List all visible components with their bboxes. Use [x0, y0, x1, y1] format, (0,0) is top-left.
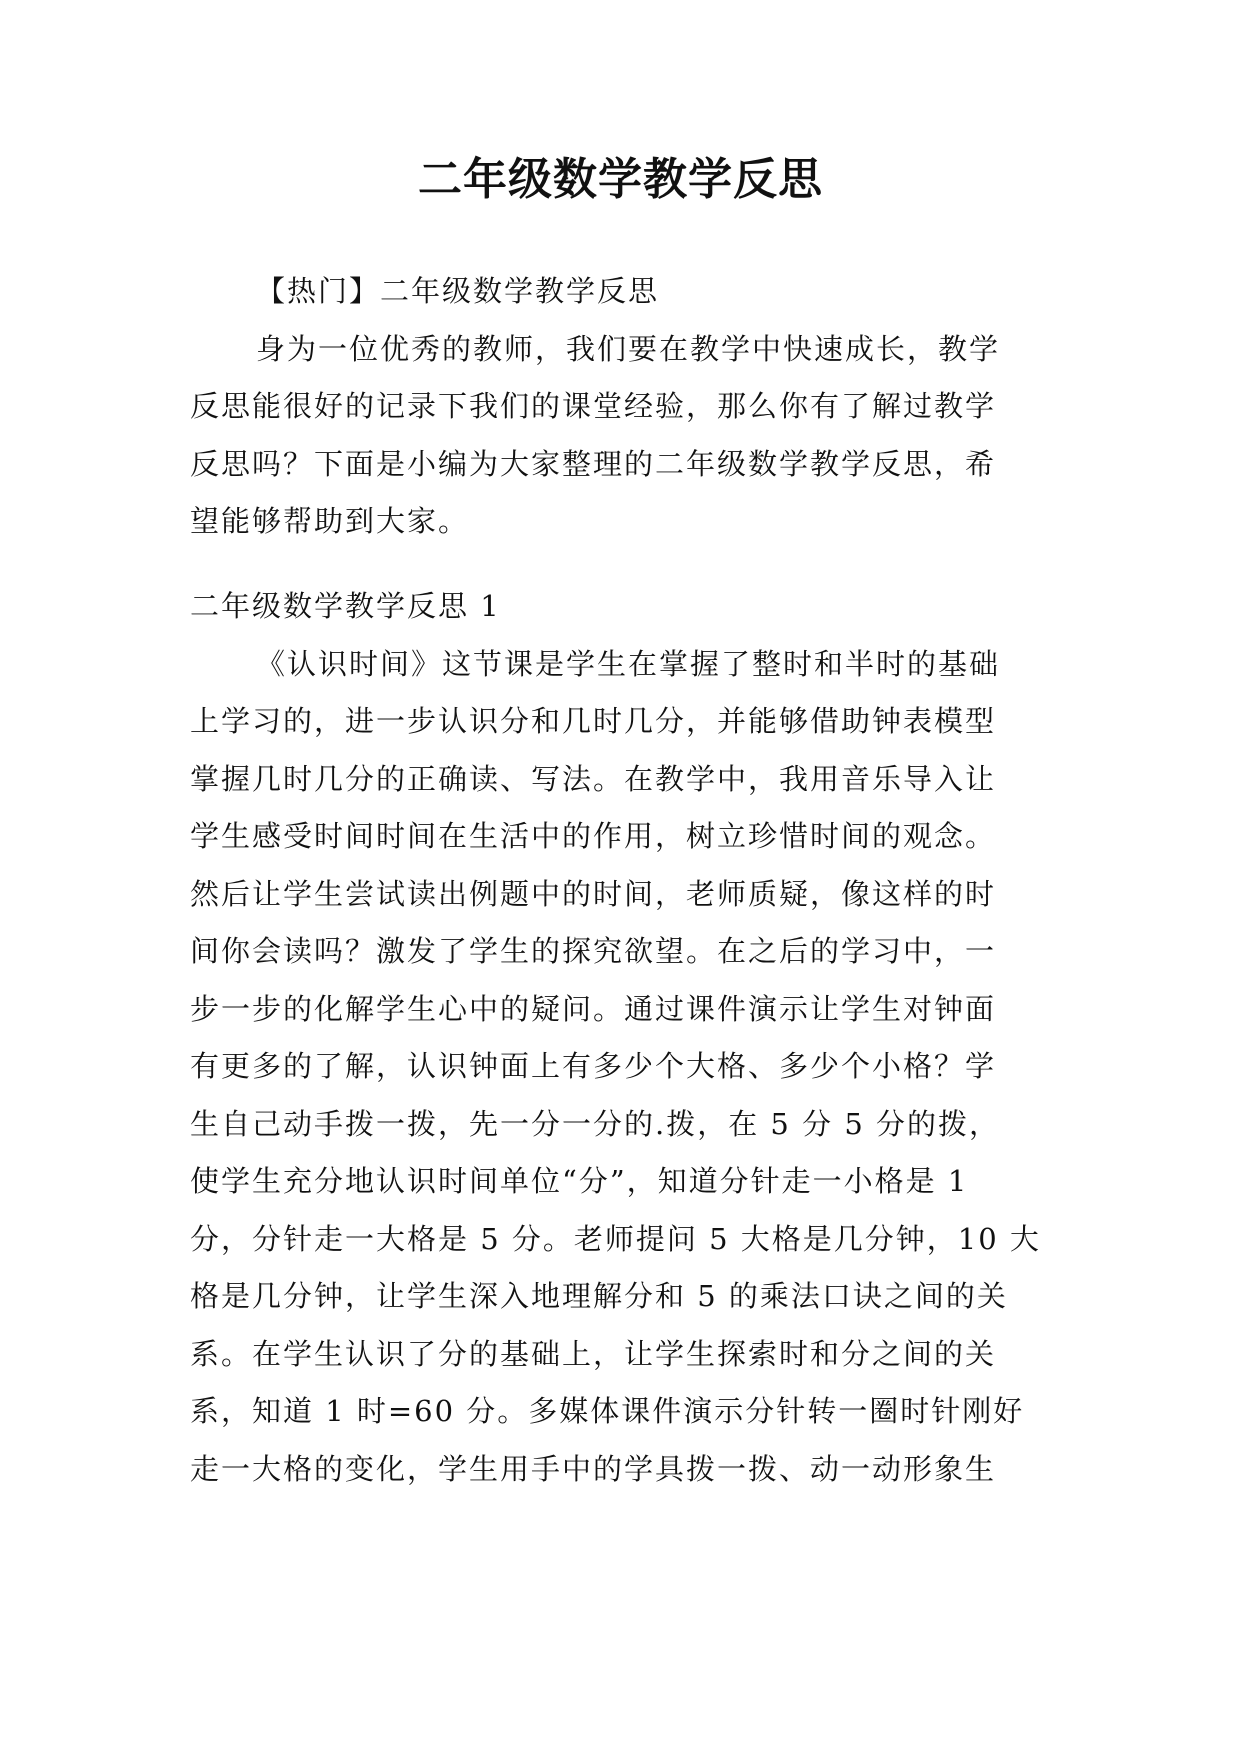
section-1-line: 走一大格的变化，学生用手中的学具拨一拨、动一动形象生	[190, 1451, 997, 1486]
intro-block	[190, 263, 1050, 551]
section-1-line: 有更多的了解，认识钟面上有多少个大格、多少个小格？学	[190, 1049, 997, 1083]
section-1-line: 系，知道 1 时=60 分。多媒体课件演示分针转一圈时针刚好	[190, 1394, 1025, 1428]
section-1-line: 间你会读吗？激发了学生的探究欲望。在之后的学习中，一	[190, 934, 997, 968]
section-1-line: 步一步的化解学生心中的疑问。通过课件演示让学生对钟面	[190, 991, 997, 1026]
document-title: 二年级数学教学反思	[418, 154, 823, 205]
section-1-line: 使学生充分地认识时间单位“分”，知道分针走一小格是 1	[190, 1164, 969, 1198]
section-1-line: 格是几分钟，让学生深入地理解分和 5 的乘法口诀之间的关	[190, 1279, 1008, 1313]
intro-line: 反思吗？下面是小编为大家整理的二年级数学教学反思，希	[190, 446, 997, 481]
intro-line: 身为一位优秀的教师，我们要在教学中快速成长，教学	[256, 331, 1001, 366]
section-1-line: 分，分针走一大格是 5 分。老师提问 5 大格是几分钟，10 大	[190, 1221, 1041, 1256]
section-1-heading: 二年级数学教学反思 1	[190, 589, 501, 623]
section-1-line: 学生感受时间时间在生活中的作用，树立珍惜时间的观念。	[190, 819, 997, 853]
section-1-line: 《认识时间》这节课是学生在掌握了整时和半时的基础	[256, 646, 1001, 681]
section-1-line: 上学习的，进一步认识分和几时几分，并能够借助钟表模型	[190, 704, 997, 738]
section-1-line: 掌握几时几分的正确读、写法。在教学中，我用音乐导入让	[190, 761, 997, 796]
intro-line: 望能够帮助到大家。	[190, 504, 470, 538]
section-1-line: 系。在学生认识了分的基础上，让学生探索时和分之间的关	[190, 1336, 997, 1371]
section-1-block	[190, 578, 1050, 1498]
section-1-line: 生自己动手拨一拨，先一分一分的.拨，在 5 分 5 分的拨，	[190, 1106, 1000, 1141]
section-1-line: 然后让学生尝试读出例题中的时间，老师质疑，像这样的时	[190, 876, 997, 911]
intro-line: 反思能很好的记录下我们的课堂经验，那么你有了解过教学	[190, 389, 997, 423]
intro-heading: 【热门】二年级数学教学反思	[256, 274, 660, 308]
